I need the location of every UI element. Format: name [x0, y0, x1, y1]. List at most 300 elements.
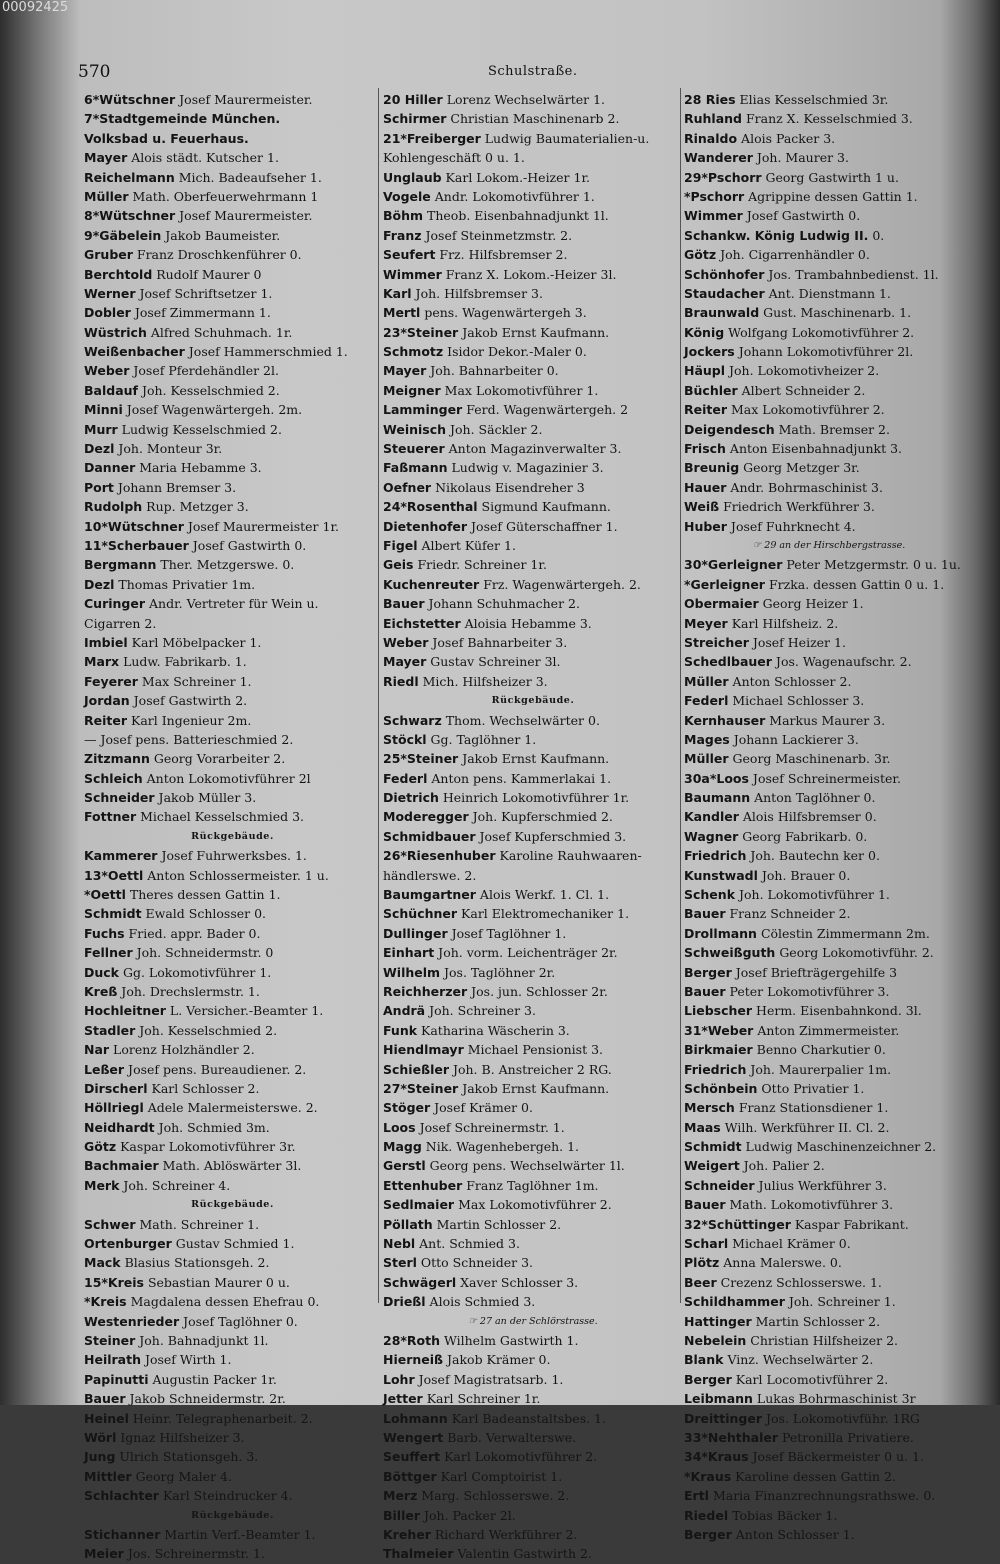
- resident-name: Lohmann: [383, 1410, 448, 1426]
- scan-id: 00092425: [2, 0, 69, 15]
- resident-details: Gust. Maschinenarb. 1.: [759, 305, 912, 321]
- resident-name: Nebl: [383, 1236, 416, 1252]
- resident-entry: [84, 963, 381, 982]
- resident-name: Hochleitner: [84, 1003, 166, 1019]
- resident-name: Schmotz: [383, 344, 444, 360]
- resident-name: Franz: [383, 227, 422, 243]
- resident-entry: [684, 1021, 974, 1040]
- resident-name: Karl: [383, 285, 412, 301]
- resident-details: Josef Magistratsarb. 1.: [414, 1371, 564, 1387]
- resident-details: Anton Schlosser 2.: [728, 673, 852, 689]
- resident-name: Schleich: [84, 770, 143, 786]
- resident-name: Schießler: [383, 1061, 449, 1077]
- directory-column-2: [383, 90, 683, 1564]
- resident-details: Wolfgang Lokomotivführer 2.: [724, 324, 915, 340]
- resident-entry: [84, 633, 381, 652]
- resident-entry: [684, 129, 974, 148]
- resident-entry: [84, 1389, 381, 1408]
- resident-entry: [684, 846, 974, 865]
- resident-details: Ludwig Maschinenzeichner 2.: [741, 1139, 937, 1155]
- resident-entry: [84, 749, 381, 768]
- resident-entry: [84, 711, 381, 730]
- resident-entry: [383, 788, 683, 807]
- resident-details: Joh. Schneidermstr. 0: [132, 945, 274, 961]
- resident-entry: [684, 400, 974, 419]
- resident-entry: [84, 245, 381, 264]
- resident-details: Sigmund Kaufmann.: [477, 499, 611, 515]
- resident-entry: [84, 323, 381, 342]
- resident-details: Josef pens. Bureaudiener. 2.: [124, 1061, 307, 1077]
- resident-name: Rudolph: [84, 499, 143, 515]
- resident-entry: [383, 749, 683, 768]
- resident-name: *Kreis: [84, 1294, 127, 1310]
- resident-name: 10*Wütschner: [84, 518, 184, 534]
- resident-details: Josef Fuhrwerksbes. 1.: [157, 848, 307, 864]
- resident-entry: [383, 846, 683, 865]
- resident-details: Franz Droschkenführer 0.: [132, 247, 302, 263]
- resident-details: Josef Kupferschmied 3.: [475, 828, 627, 844]
- resident-name: Berger: [684, 1526, 732, 1542]
- resident-name: Maas: [684, 1119, 721, 1135]
- resident-details: Josef Schriftsetzer 1.: [135, 285, 273, 301]
- resident-details: Markus Maurer 3.: [765, 712, 886, 728]
- resident-details: Ant. Schmied 3.: [415, 1236, 520, 1252]
- resident-entry: [684, 711, 974, 730]
- resident-entry: [84, 1118, 381, 1137]
- resident-details: Petronilla Privatiere.: [778, 1429, 914, 1445]
- resident-details: Karl Badeanstaltsbes. 1.: [447, 1410, 606, 1426]
- resident-entry: [383, 827, 683, 846]
- resident-entry: [684, 226, 974, 245]
- resident-entry: [383, 342, 683, 361]
- resident-entry: [684, 1215, 974, 1234]
- resident-details: Kaspar Fabrikant.: [790, 1216, 909, 1232]
- resident-details: Georg Metzger 3r.: [739, 460, 860, 476]
- resident-entry: [684, 1156, 974, 1175]
- resident-name: Dietenhofer: [383, 518, 468, 534]
- resident-details: Georg Fabrikarb. 0.: [738, 828, 868, 844]
- resident-name: Fellner: [84, 945, 133, 961]
- resident-details: Karoline dessen Gattin 2.: [731, 1468, 896, 1484]
- section-heading: Rückgebäude.: [191, 1509, 274, 1521]
- resident-name: Magg: [383, 1139, 422, 1155]
- resident-entry: [383, 303, 683, 322]
- resident-name: Weber: [383, 634, 429, 650]
- resident-name: Bauer: [684, 983, 726, 999]
- resident-details: Josef Hammerschmied 1.: [184, 344, 348, 360]
- resident-name: Biller: [383, 1507, 421, 1523]
- resident-entry: [383, 1001, 683, 1020]
- resident-entry: [684, 1350, 974, 1369]
- resident-entry: [684, 361, 974, 380]
- resident-details: Franz Schneider 2.: [725, 906, 851, 922]
- resident-details: Richard Werkführer 2.: [430, 1526, 578, 1542]
- resident-entry: [684, 788, 974, 807]
- resident-entry: [383, 381, 683, 400]
- resident-details: Theob. Eisenbahnadjunkt 1l.: [423, 208, 609, 224]
- resident-name: Wengert: [383, 1429, 444, 1445]
- resident-entry: [684, 904, 974, 923]
- resident-details: Ludwig Kesselschmied 2.: [117, 421, 282, 437]
- resident-entry: [84, 1428, 381, 1447]
- resident-entry: [684, 963, 974, 982]
- resident-name: Riedel: [684, 1507, 729, 1523]
- resident-name: Gerstl: [383, 1158, 426, 1174]
- resident-entry: [383, 730, 683, 749]
- resident-details: Georg Heizer 1.: [758, 596, 864, 612]
- resident-name: Böttger: [383, 1468, 437, 1484]
- resident-details: Martin Verf.-Beamter 1.: [160, 1526, 316, 1542]
- resident-name: Baumgartner: [383, 887, 476, 903]
- resident-entry: [383, 866, 683, 885]
- resident-details: Maria Finanzrechnungsrathswe. 0.: [708, 1488, 936, 1504]
- section-heading: Rückgebäude.: [191, 830, 274, 842]
- resident-name: Kreher: [383, 1526, 431, 1542]
- resident-name: Reiter: [684, 402, 728, 418]
- resident-entry: [383, 245, 683, 264]
- resident-name: Schneider: [84, 790, 155, 806]
- resident-entry: [84, 904, 381, 923]
- resident-details: Karl Schreiner 1r.: [422, 1391, 541, 1407]
- resident-entry: [383, 206, 683, 225]
- resident-entry: [684, 1137, 974, 1156]
- resident-details: Josef Zimmermann 1.: [130, 305, 271, 321]
- resident-entry: [84, 1079, 381, 1098]
- resident-name: Funk: [383, 1022, 418, 1038]
- resident-entry: [684, 1447, 974, 1466]
- resident-entry: [84, 924, 381, 943]
- resident-details: Anna Malerswe. 0.: [719, 1255, 842, 1271]
- resident-details: Johann Schuhmacher 2.: [424, 596, 580, 612]
- resident-name: Mertl: [383, 305, 421, 321]
- resident-entry: [684, 517, 974, 536]
- resident-details: Joh. Schreiner 1.: [784, 1294, 896, 1310]
- resident-entry: [383, 1409, 683, 1428]
- resident-entry: [383, 1544, 683, 1563]
- directory-column-3: [684, 90, 974, 1544]
- resident-name: Baldauf: [84, 382, 138, 398]
- resident-details: Tobias Bäcker 1.: [728, 1507, 838, 1523]
- resident-name: 28*Roth: [383, 1333, 441, 1348]
- resident-details: Heinrich Lokomotivführer 1r.: [438, 790, 630, 806]
- resident-details: Karl Ingenieur 2m.: [127, 712, 252, 728]
- resident-entry: [383, 672, 683, 691]
- resident-details: Michael Schlosser 3.: [728, 693, 865, 709]
- resident-details: Michael Krämer 0.: [728, 1236, 851, 1252]
- resident-entry: [684, 265, 974, 284]
- resident-details: Karl Schlosser 2.: [147, 1080, 260, 1096]
- resident-details: Josef Maurermeister.: [175, 208, 313, 224]
- resident-entry: [383, 1273, 683, 1292]
- resident-name: 34*Kraus: [684, 1449, 749, 1465]
- resident-entry: [84, 555, 381, 574]
- resident-entry: [684, 1409, 974, 1428]
- resident-name: Wörl: [84, 1429, 117, 1445]
- resident-details: Martin Schlosser 2.: [432, 1216, 562, 1232]
- resident-details: Isidor Dekor.-Maler 0.: [443, 344, 587, 360]
- resident-details: Martin Schlosser 2.: [751, 1313, 881, 1329]
- resident-entry: [84, 846, 381, 865]
- resident-entry: [84, 943, 381, 962]
- resident-name: Fuchs: [84, 925, 125, 941]
- page-number: 570: [78, 62, 111, 82]
- resident-entry: [383, 458, 683, 477]
- resident-name: Dullinger: [383, 925, 448, 941]
- resident-name: Obermaier: [684, 596, 759, 612]
- resident-details: Nik. Wagenhebergeh. 1.: [421, 1139, 580, 1155]
- resident-entry: [84, 109, 381, 128]
- resident-name: Figel: [383, 537, 418, 553]
- resident-entry: [84, 1292, 381, 1311]
- resident-name: Leibmann: [684, 1391, 753, 1407]
- resident-details: Lorenz Holzhändler 2.: [109, 1042, 255, 1058]
- resident-name: Jordan: [84, 693, 130, 709]
- resident-entry: [684, 1040, 974, 1059]
- resident-name: Drollmann: [684, 925, 757, 941]
- resident-details: — Josef pens. Batterieschmied 2.: [84, 731, 294, 747]
- resident-details: Herm. Eisenbahnkond. 3l.: [752, 1003, 922, 1019]
- resident-entry: [684, 1467, 974, 1486]
- resident-entry: [383, 1040, 683, 1059]
- resident-entry: [383, 1370, 683, 1389]
- resident-details: Josef Güterschaffner 1.: [467, 518, 618, 534]
- resident-details: Anton Eisenbahnadjunkt 3.: [725, 441, 903, 457]
- resident-entry: [84, 730, 381, 749]
- resident-details: Joh. Schmied 3m.: [154, 1119, 270, 1135]
- resident-details: Franz Taglöhner 1m.: [462, 1177, 599, 1193]
- resident-name: Nar: [84, 1042, 110, 1058]
- resident-entry: [84, 517, 381, 536]
- resident-name: Lamminger: [383, 402, 463, 418]
- resident-details: Karl Hilfsheiz. 2.: [727, 615, 839, 631]
- resident-details: Anton Taglöhner 0.: [750, 790, 876, 806]
- resident-entry: [684, 1195, 974, 1214]
- resident-entry: [684, 497, 974, 516]
- resident-name: Mayer: [383, 363, 427, 379]
- resident-entry: [383, 594, 683, 613]
- resident-name: *Kraus: [684, 1468, 732, 1484]
- resident-name: 27*Steiner: [383, 1080, 459, 1096]
- resident-entry: [383, 1428, 683, 1447]
- resident-entry: [84, 1273, 381, 1292]
- resident-entry: [684, 168, 974, 187]
- resident-name: Wimmer: [684, 208, 743, 224]
- resident-name: Moderegger: [383, 809, 469, 825]
- resident-details: Friedr. Schreiner 1r.: [413, 557, 547, 573]
- resident-details: Johann Lokomotivführer 2l.: [734, 344, 914, 360]
- resident-name: 28 Ries: [684, 92, 736, 107]
- resident-entry: [84, 807, 381, 826]
- resident-details: Joh. Monteur 3r.: [114, 441, 223, 457]
- resident-details: Max Lokomotivführer 2.: [454, 1197, 612, 1213]
- resident-name: Schedlbauer: [684, 654, 772, 670]
- resident-details: Josef Heizer 1.: [748, 634, 846, 650]
- resident-details: Josef Bahnarbeiter 3.: [428, 634, 568, 650]
- resident-details: Josef Gastwirth 0.: [742, 208, 861, 224]
- resident-name: König: [684, 324, 725, 340]
- resident-details: Jos. Schreinermstr. 1.: [123, 1546, 265, 1562]
- resident-name: Dobler: [84, 305, 131, 321]
- resident-name: Schweißguth: [684, 945, 776, 961]
- resident-name: Stöger: [383, 1100, 431, 1116]
- resident-details: Max Lokomotivführer 1.: [440, 382, 599, 398]
- resident-name: Breunig: [684, 460, 740, 476]
- resident-name: Baumann: [684, 790, 751, 806]
- resident-name: Riedl: [383, 673, 419, 689]
- resident-details: Fried. appr. Bader 0.: [124, 925, 261, 941]
- resident-entry: [684, 90, 974, 109]
- resident-details: Xaver Schlosser 3.: [456, 1274, 579, 1290]
- resident-entry: [84, 1370, 381, 1389]
- resident-name: 30*Gerleigner: [684, 557, 783, 573]
- resident-details: Crezenz Schlosserswe. 1.: [716, 1274, 882, 1290]
- resident-name: Bauer: [84, 1391, 126, 1407]
- resident-entry: [684, 381, 974, 400]
- resident-entry: [84, 1176, 381, 1195]
- resident-entry: [684, 943, 974, 962]
- resident-entry: [84, 168, 381, 187]
- resident-entry: [84, 1060, 381, 1079]
- resident-details: Ferd. Wagenwärtergeh. 2: [462, 402, 629, 418]
- resident-details: Georg Maler 4.: [131, 1468, 232, 1484]
- resident-name: Seuffert: [383, 1449, 441, 1465]
- resident-details: Theres dessen Gattin 1.: [125, 887, 281, 903]
- resident-entry: [383, 555, 683, 574]
- resident-details: Heinr. Telegraphenarbeit. 2.: [128, 1410, 313, 1426]
- resident-name: 21*Freiberger: [383, 130, 481, 146]
- resident-details: Alois Schmied 3.: [425, 1294, 536, 1310]
- resident-name: Kreß: [84, 983, 118, 999]
- resident-entry: [84, 1253, 381, 1272]
- resident-entry: [684, 1060, 974, 1079]
- resident-details: Joh. Maurer 3.: [752, 150, 849, 166]
- resident-name: Hierneiß: [383, 1352, 444, 1368]
- resident-entry: [383, 652, 683, 671]
- resident-entry: [383, 711, 683, 730]
- resident-details: Kaspar Lokomotivführer 3r.: [116, 1139, 296, 1155]
- resident-name: Mittler: [84, 1468, 132, 1484]
- resident-entry: [84, 381, 381, 400]
- resident-name: Ortenburger: [84, 1236, 172, 1252]
- resident-entry: [684, 206, 974, 225]
- resident-details: Ther. Metzgerswe. 0.: [156, 557, 295, 573]
- resident-name: 20 Hiller: [383, 92, 443, 107]
- resident-entry: [84, 1525, 381, 1544]
- resident-name: Bachmaier: [84, 1158, 159, 1174]
- resident-name: Beer: [684, 1274, 717, 1290]
- resident-entry: [84, 1021, 381, 1040]
- resident-entry: [684, 1118, 974, 1137]
- resident-entry: [383, 904, 683, 923]
- resident-entry: [383, 1156, 683, 1175]
- resident-details: Josef Wirth 1.: [140, 1352, 232, 1368]
- resident-entry: [383, 1118, 683, 1137]
- resident-entry: [684, 807, 974, 826]
- resident-name: Mayer: [84, 150, 128, 166]
- resident-name: *Gerleigner: [684, 576, 765, 592]
- resident-details: Maria Hebamme 3.: [135, 460, 262, 476]
- resident-details: Karl Locomotivführer 2.: [731, 1371, 889, 1387]
- resident-name: Eichstetter: [383, 615, 461, 631]
- resident-details: Alfred Schuhmach. 1r.: [146, 324, 293, 340]
- resident-name: Braunwald: [684, 305, 760, 321]
- resident-entry: [84, 458, 381, 477]
- resident-details: Max Lokomotivführer 2.: [727, 402, 885, 418]
- resident-name: Staudacher: [684, 285, 765, 301]
- resident-name: Rinaldo: [684, 130, 738, 146]
- resident-details: Christian Hilfsheizer 2.: [746, 1333, 899, 1348]
- resident-name: Bergmann: [84, 557, 157, 573]
- resident-name: Sedlmaier: [383, 1197, 455, 1213]
- resident-entry: [383, 1079, 683, 1098]
- resident-details: Marg. Schlosserswe. 2.: [417, 1488, 570, 1504]
- resident-name: Papinutti: [84, 1371, 149, 1387]
- resident-details: Josef Taglöhner 1.: [447, 925, 567, 941]
- resident-name: Friedrich: [684, 848, 747, 864]
- resident-entry: [383, 1389, 683, 1408]
- resident-details: Franz X. Kesselschmied 3.: [742, 111, 913, 127]
- resident-entry: [383, 226, 683, 245]
- resident-name: Hiendlmayr: [383, 1042, 464, 1058]
- resident-entry: [684, 1331, 974, 1350]
- resident-details: Joh. Kesselschmied 2.: [135, 1022, 278, 1038]
- resident-name: Wimmer: [383, 266, 442, 282]
- resident-name: Höllriegl: [84, 1100, 144, 1116]
- resident-details: Josef Fuhrknecht 4.: [726, 518, 856, 534]
- resident-entry: [383, 265, 683, 284]
- resident-entry: [383, 1350, 683, 1369]
- resident-entry: [84, 788, 381, 807]
- resident-details: Thomas Privatier 1m.: [114, 576, 256, 592]
- resident-entry: [84, 1331, 381, 1350]
- resident-details: Gustav Schmied 1.: [171, 1236, 295, 1252]
- resident-name: Meier: [84, 1546, 124, 1562]
- resident-entry: [383, 109, 683, 128]
- resident-name: Blank: [684, 1352, 724, 1368]
- resident-entry: [84, 90, 381, 109]
- resident-details: Johann Lackierer 3.: [729, 731, 859, 747]
- resident-entry: [383, 1467, 683, 1486]
- resident-entry: [684, 1525, 974, 1544]
- resident-name: Westenrieder: [84, 1313, 180, 1329]
- resident-entry: [684, 1001, 974, 1020]
- resident-details: Joh. Hilfsbremser 3.: [411, 285, 543, 301]
- resident-entry: [684, 1370, 974, 1389]
- resident-name: Port: [84, 479, 114, 495]
- resident-entry: [684, 633, 974, 652]
- resident-name: Hauer: [684, 479, 727, 495]
- resident-entry: [684, 148, 974, 167]
- resident-entry: [383, 420, 683, 439]
- resident-entry: [383, 1447, 683, 1466]
- resident-entry: [84, 1215, 381, 1234]
- resident-entry: [684, 109, 974, 128]
- resident-entry: [84, 1312, 381, 1331]
- resident-details: Joh. Packer 2l.: [420, 1507, 516, 1523]
- resident-details: Barb. Verwalterswe.: [443, 1429, 577, 1445]
- resident-entry: [84, 691, 381, 710]
- resident-entry: [84, 1409, 381, 1428]
- resident-name: Schmidt: [684, 1139, 742, 1155]
- resident-entry: [84, 265, 381, 284]
- resident-entry: [684, 652, 974, 671]
- resident-details: Anton pens. Kammerlakai 1.: [427, 770, 612, 786]
- resident-details: Lukas Bohrmaschinist 3r: [752, 1391, 916, 1407]
- resident-name: Ertl: [684, 1488, 709, 1504]
- resident-details: Josef Taglöhner 0.: [179, 1313, 298, 1329]
- resident-details: Joh. Cigarrenhändler 0.: [716, 247, 870, 263]
- resident-entry: [383, 1331, 683, 1350]
